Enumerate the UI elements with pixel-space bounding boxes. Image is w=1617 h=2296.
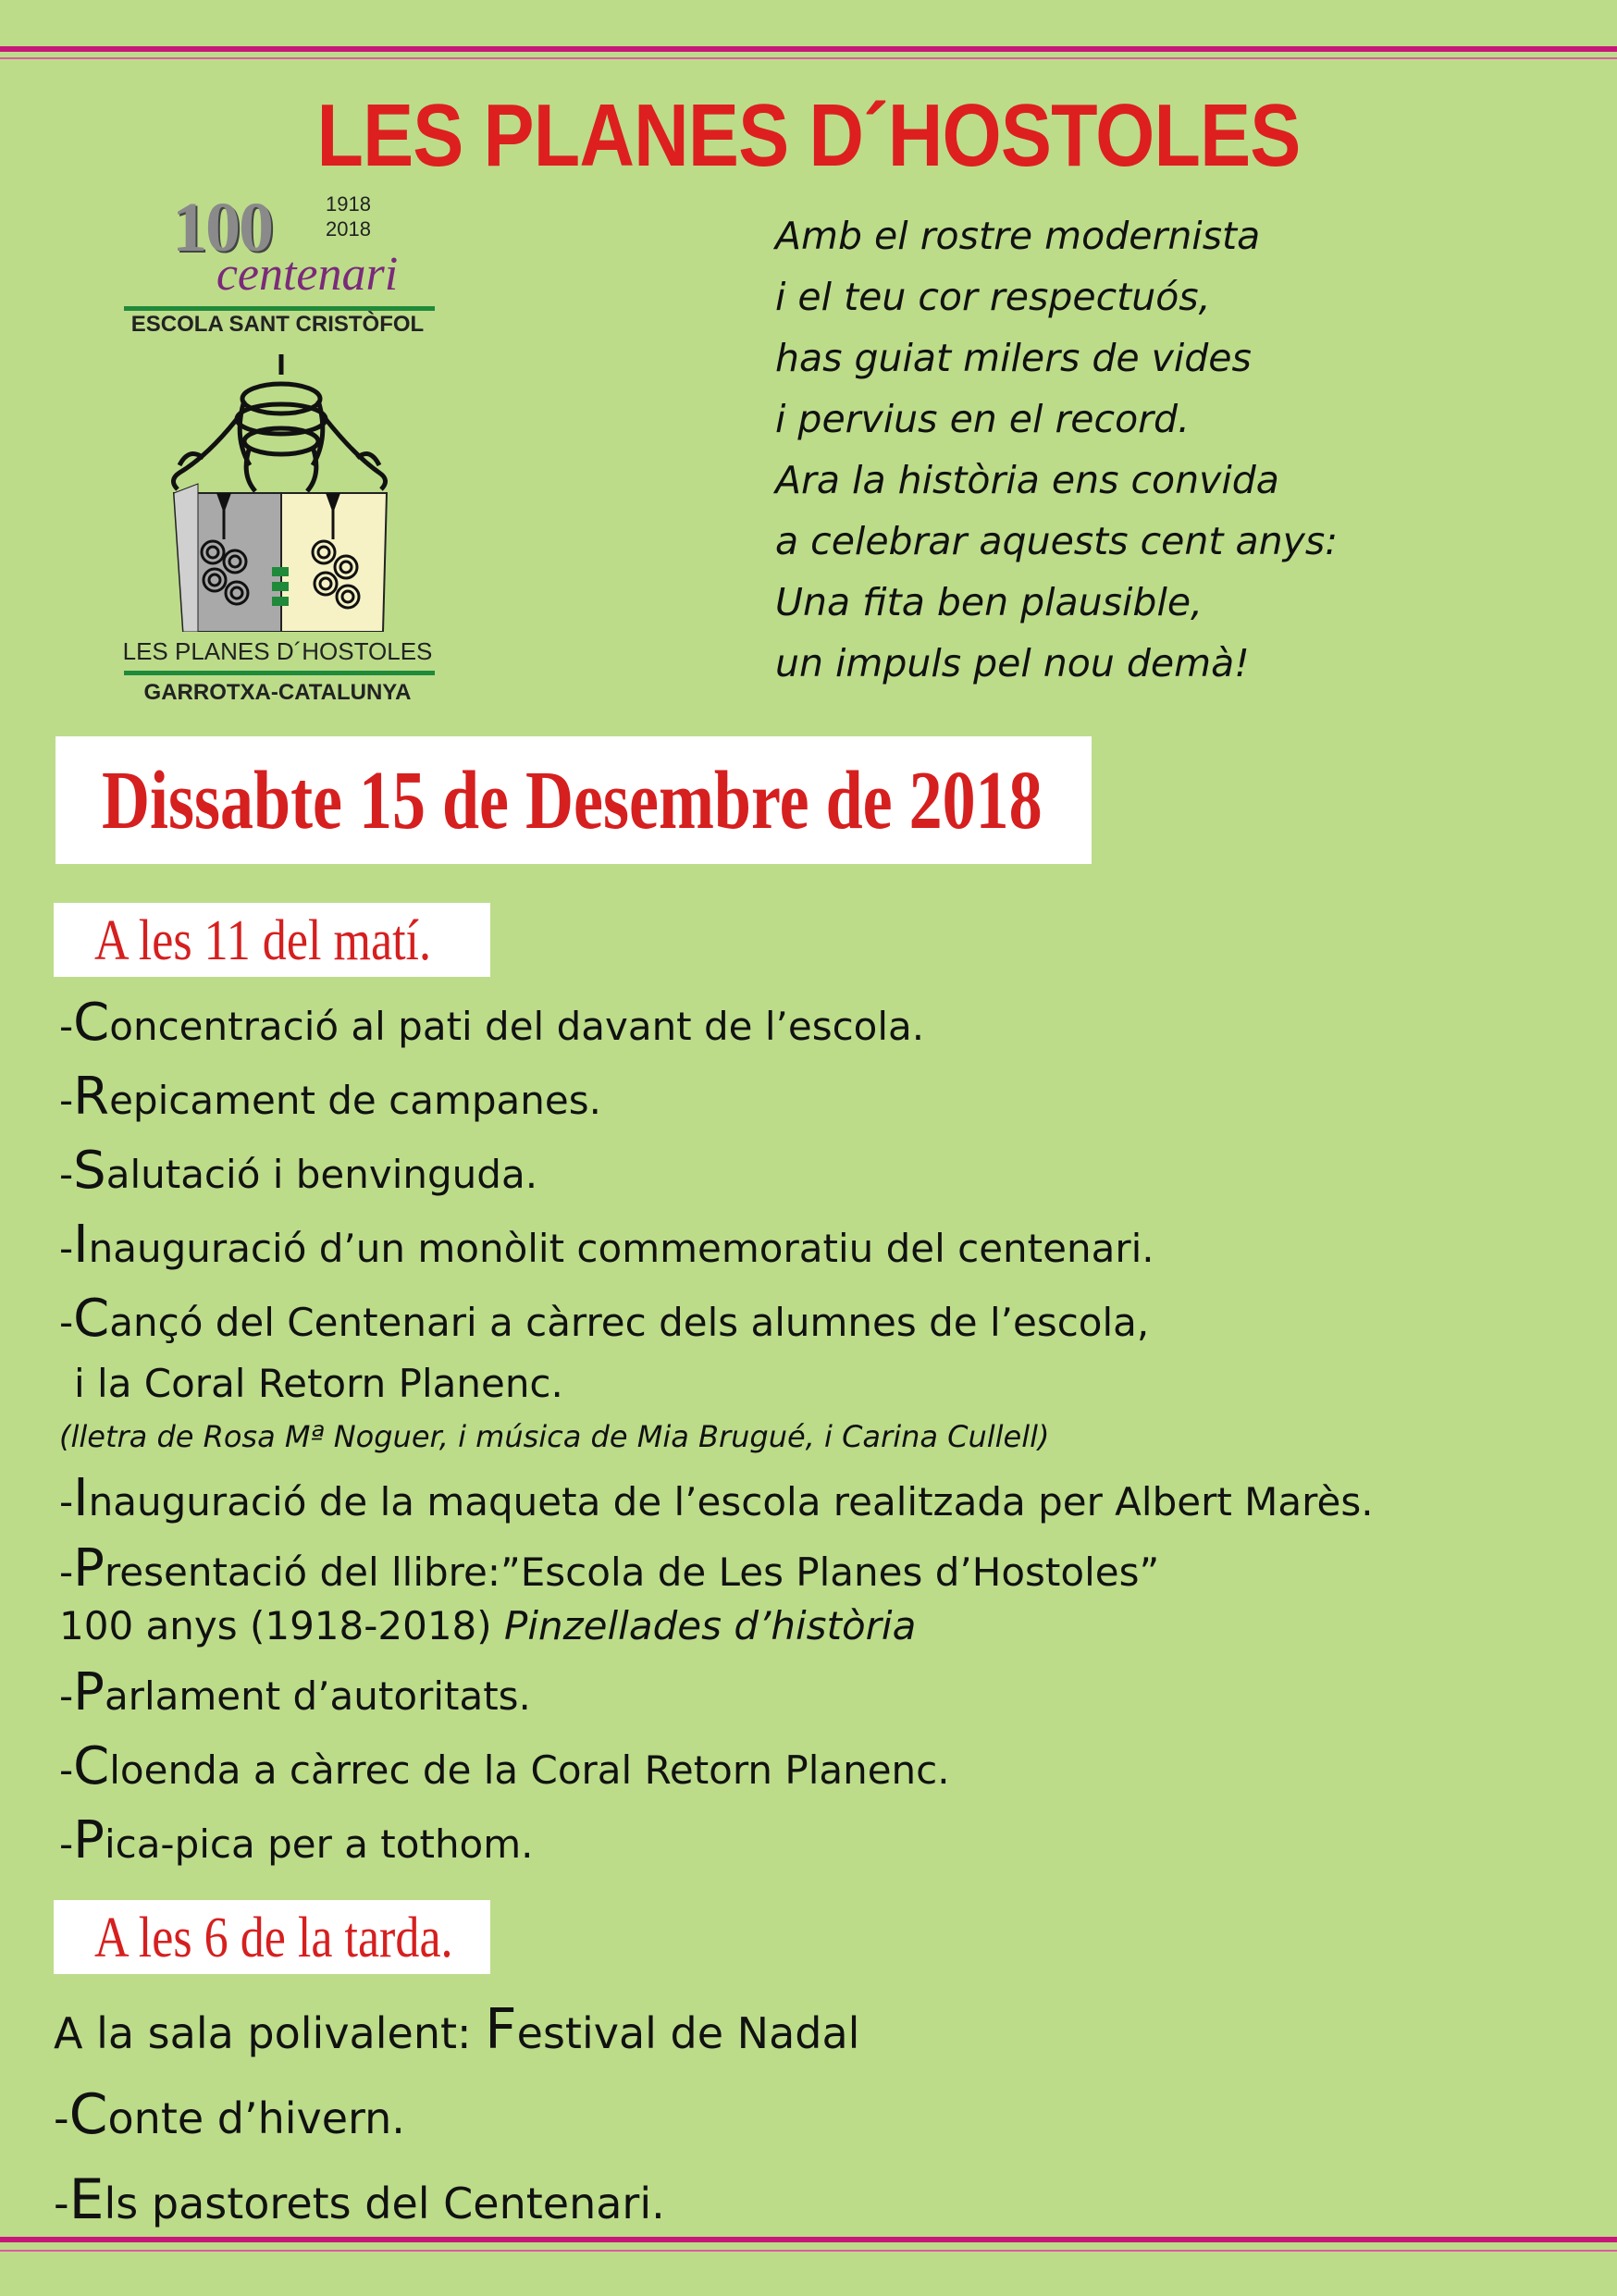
top-border-line: [0, 46, 1617, 52]
program-item: -Salutació i benvinguda.: [59, 1141, 538, 1201]
program-item: -Inauguració d’un monòlit commemoratiu del centenari.: [59, 1215, 1154, 1275]
poem-line: i pervius en el record.: [775, 397, 1191, 441]
page-title: LES PLANES D´HOSTOLES: [316, 86, 1301, 185]
program-item: -Presentació del llibre:”Escola de Les Planes d’Hostoles”: [59, 1538, 1160, 1599]
program-item: -Repicament de campanes.: [59, 1067, 601, 1127]
morning-heading-box: [54, 903, 490, 977]
logo-rule-top: [124, 306, 435, 311]
evening-heading: A les 6 de la tarda.: [94, 1907, 453, 1969]
logo-rule-bottom: [124, 671, 435, 675]
poem-line: un impuls pel nou demà!: [775, 641, 1250, 685]
evening-program: [54, 1987, 1608, 2242]
logo-hundred: 100: [172, 189, 272, 266]
program-item: -Conte d’hivern.: [54, 2082, 405, 2147]
poem: [775, 205, 1423, 694]
logo-region: GARROTXA-CATALUNYA: [143, 680, 412, 705]
poem-line: has guiat milers de vides: [775, 336, 1252, 380]
program-item: -Cloenda a càrrec de la Coral Retorn Planenc.: [59, 1736, 950, 1796]
poem-line: Ara la història ens convida: [775, 458, 1279, 502]
poem-line: i el teu cor respectuós,: [775, 275, 1211, 319]
evening-venue: A la sala polivalent: Festival de Nadal: [54, 1997, 860, 2062]
song-credit: (lletra de Rosa Mª Noguer, i música de Mia Brugué, i Carina Cullell): [59, 1419, 1050, 1454]
program-item: -Concentració al pati del davant de l’escola.: [59, 993, 925, 1053]
evening-heading-box: [54, 1900, 490, 1974]
logo-year-start: 1918: [326, 192, 371, 216]
logo-centenari: centenari: [216, 248, 399, 301]
program-item: -Els pastorets del Centenari.: [54, 2167, 665, 2232]
poem-line: a celebrar aquests cent anys:: [775, 519, 1339, 563]
logo-year-end: 2018: [326, 217, 371, 241]
top-border-line-thin: [0, 57, 1617, 59]
program-item: -Pica-pica per a tothom.: [59, 1810, 534, 1870]
logo-place: LES PLANES D´HOSTOLES: [122, 637, 433, 665]
bottom-border-line-thin: [0, 2250, 1617, 2252]
program-item: -Inauguració de la maqueta de l’escola realitzada per Albert Marès.: [59, 1468, 1374, 1528]
school-building-icon: [161, 354, 401, 632]
poem-line: Amb el rostre modernista: [775, 214, 1261, 258]
morning-heading: A les 11 del matí.: [94, 909, 432, 972]
morning-program: [59, 986, 1613, 1878]
date-banner: [56, 736, 1092, 864]
program-item: -Parlament d’autoritats.: [59, 1662, 531, 1722]
book-line: 100 anys (1918-2018) Pinzellades d’història: [59, 1603, 917, 1648]
date-text: Dissabte 15 de Desembre de 2018: [102, 755, 1043, 846]
bottom-border-line: [0, 2237, 1617, 2242]
logo-years: [326, 191, 371, 241]
book-subtitle: Pinzellades d’història: [504, 1603, 917, 1648]
program-item: -Cançó del Centenari a càrrec dels alumnes de l’escola,: [59, 1289, 1150, 1349]
centenary-logo: [111, 180, 444, 717]
logo-school-name: ESCOLA SANT CRISTÒFOL: [130, 312, 425, 337]
song-continuation: i la Coral Retorn Planenc.: [74, 1361, 563, 1406]
poem-line: Una fita ben plausible,: [775, 580, 1203, 624]
